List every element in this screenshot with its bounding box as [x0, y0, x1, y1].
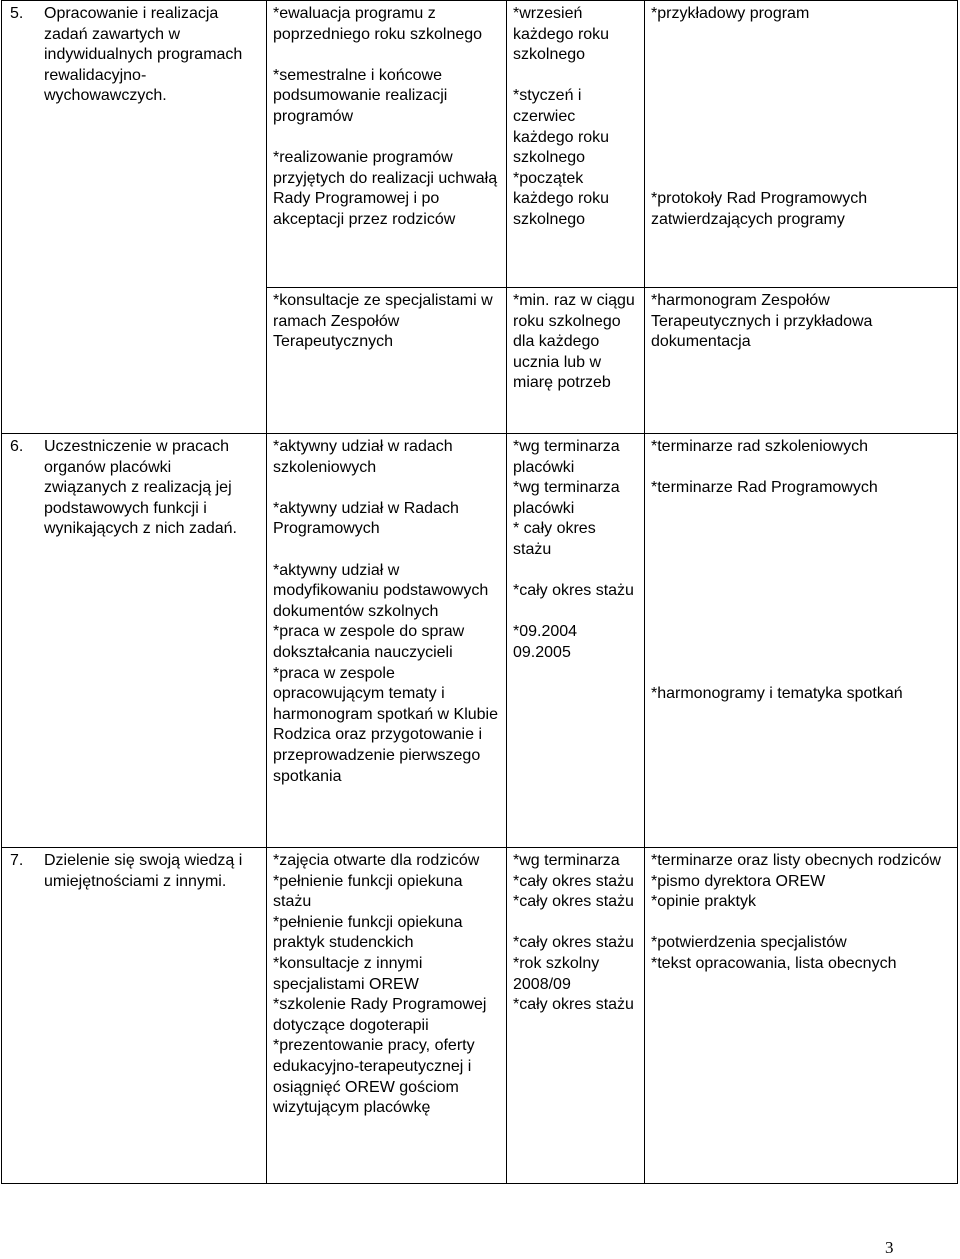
spacer-line	[651, 148, 951, 169]
entry-text: *09.2004	[513, 623, 578, 641]
text-block	[513, 291, 638, 394]
dates-cell	[507, 288, 645, 434]
entry-text: 09.2005	[513, 643, 571, 661]
entry-text: * cały okres stażu	[513, 520, 596, 558]
evidence-cell	[645, 434, 958, 848]
entry-text: *semestralne i końcowe podsumowanie realizacji programów	[273, 66, 448, 125]
plan-table	[1, 0, 958, 1184]
entry-text: *wg terminarza	[513, 852, 620, 869]
forms-cell	[267, 288, 507, 434]
entry-text: *zajęcia otwarte dla rodziców	[273, 852, 480, 869]
entry-text: *początek każdego roku szkolnego	[513, 169, 610, 228]
task-text: Dzielenie się swoją wiedzą i umiejętnościami z innymi.	[44, 852, 243, 890]
spacer-line	[651, 45, 951, 66]
spacer-line	[651, 25, 951, 46]
table-row-5	[2, 1, 958, 288]
evidence-cell	[645, 288, 958, 434]
entry-text: *protokoły Rad Programowych zatwierdzających programy	[651, 190, 868, 228]
task-cell	[2, 434, 267, 848]
spacer-line	[651, 128, 951, 149]
entry-text: *wg terminarza placówki	[513, 438, 620, 476]
entry-text: *cały okres stażu	[513, 872, 634, 890]
spacer-line	[651, 664, 951, 685]
page-number: 3	[885, 1238, 894, 1257]
text-block	[651, 851, 951, 975]
table-row-7	[2, 848, 958, 1184]
spacer-line	[651, 561, 951, 582]
entry-text: *szkolenie Rady Programowej dotyczące dogoterapii	[273, 996, 487, 1034]
entry-text: *pełnienie funkcji opiekuna praktyk studenckich	[273, 913, 463, 952]
text-block	[651, 437, 951, 705]
spacer-line	[651, 86, 951, 107]
entry-text: *wrzesień każdego roku szkolnego	[513, 5, 610, 64]
entry-text: *harmonogram Zespołów Terapeutycznych i przykładowa dokumentacja	[651, 292, 873, 351]
entry-text: *aktywny udział w modyfikowaniu podstawowych dokumentów szkolnych	[273, 561, 489, 620]
entry-text: *rok szkolny 2008/09	[513, 954, 600, 993]
forms-cell	[267, 434, 507, 848]
entry-text: *konsultacje ze specjalistami w ramach Zespołów Terapeutycznych	[273, 292, 493, 351]
entry-text: *terminarze oraz listy obecnych rodziców	[651, 852, 941, 869]
spacer-line	[651, 540, 951, 561]
entry-text: *opinie praktyk	[651, 893, 756, 911]
row-number: 5.	[10, 5, 24, 22]
text-block	[273, 4, 500, 231]
text-block	[513, 4, 638, 231]
text-block	[651, 4, 951, 231]
entry-text: *pismo dyrektora OREW	[651, 872, 826, 890]
task-text: Opracowanie i realizacja zadań zawartych w indywidualnych programach rewalidacyjno-wychowawczych.	[44, 5, 243, 105]
entry-text: *wg terminarza placówki	[513, 479, 620, 517]
spacer-line	[513, 602, 638, 623]
spacer-line	[651, 622, 951, 643]
spacer-line	[273, 128, 500, 149]
task-cell	[2, 848, 267, 1184]
task-cell	[2, 1, 267, 434]
forms-cell	[267, 1, 507, 288]
spacer-line	[513, 66, 638, 87]
entry-text: *terminarze rad szkoleniowych	[651, 438, 868, 455]
entry-text: *min. raz w ciągu roku szkolnego dla każdego ucznia lub w miarę potrzeb	[513, 292, 635, 392]
spacer-line	[651, 107, 951, 128]
forms-cell	[267, 848, 507, 1184]
entry-text: *przykładowy program	[651, 5, 810, 22]
entry-text: *aktywny udział w Radach Programowych	[273, 499, 459, 538]
entry-text: *tekst opracowania, lista obecnych	[651, 954, 897, 972]
spacer-line	[651, 66, 951, 87]
entry-text: *realizowanie programów przyjętych do realizacji uchwałą Rady Programowej i po akceptacji przez rodziców	[273, 149, 498, 228]
entry-text: *cały okres stażu	[513, 893, 634, 911]
text-block	[651, 291, 951, 353]
dates-cell	[507, 1, 645, 288]
spacer-line	[273, 478, 500, 499]
dates-cell	[507, 848, 645, 1184]
text-block	[513, 851, 638, 1016]
spacer-line	[651, 169, 951, 190]
entry-text: *aktywny udział w radach szkoleniowych	[273, 438, 453, 476]
spacer-line	[651, 458, 951, 479]
spacer-line	[273, 45, 500, 66]
text-block	[273, 291, 500, 353]
spacer-line	[651, 643, 951, 664]
task-text: Uczestniczenie w pracach organów placówki związanych z realizacją jej podstawowych funkcji i wynikających z nich zadań.	[44, 438, 237, 538]
text-block	[273, 437, 500, 787]
entry-text: *harmonogramy i tematyka spotkań	[651, 685, 903, 703]
spacer-line	[273, 540, 500, 561]
dates-cell	[507, 434, 645, 848]
spacer-line	[651, 913, 951, 934]
entry-text: *terminarze Rad Programowych	[651, 479, 878, 497]
evidence-cell	[645, 1, 958, 288]
entry-text: *styczeń i czerwiec każdego roku szkolnego	[513, 87, 610, 167]
entry-text: *cały okres stażu	[513, 582, 634, 600]
spacer-line	[651, 581, 951, 602]
entry-text: *cały okres stażu	[513, 934, 634, 952]
entry-text: *praca w zespole do spraw dokształcania nauczycieli	[273, 623, 465, 661]
text-block	[273, 851, 500, 1119]
spacer-line	[651, 519, 951, 540]
entry-text: *praca w zespole opracowującym tematy i harmonogram spotkań w Klubie Rodzica oraz przygotowanie i przeprowadzenie pierwszego spotkania	[273, 664, 499, 785]
entry-text: *prezentowanie pracy, oferty edukacyjno-terapeutycznej i osiągnięć OREW gościom wizytującym placówkę	[273, 1037, 475, 1117]
spacer-line	[513, 913, 638, 934]
spacer-line	[513, 561, 638, 582]
entry-text: *ewaluacja programu z poprzedniego roku szkolnego	[273, 5, 483, 43]
spacer-line	[651, 602, 951, 623]
entry-text: *potwierdzenia specjalistów	[651, 934, 847, 952]
text-block	[513, 437, 638, 664]
entry-text: *konsultacje z innymi specjalistami OREW	[273, 954, 423, 993]
evidence-cell	[645, 848, 958, 1184]
table-row-6	[2, 434, 958, 848]
entry-text: *pełnienie funkcji opiekuna stażu	[273, 872, 463, 911]
entry-text: *cały okres stażu	[513, 996, 634, 1014]
row-number: 6.	[10, 438, 24, 455]
spacer-line	[651, 499, 951, 520]
row-number: 7.	[10, 852, 24, 869]
